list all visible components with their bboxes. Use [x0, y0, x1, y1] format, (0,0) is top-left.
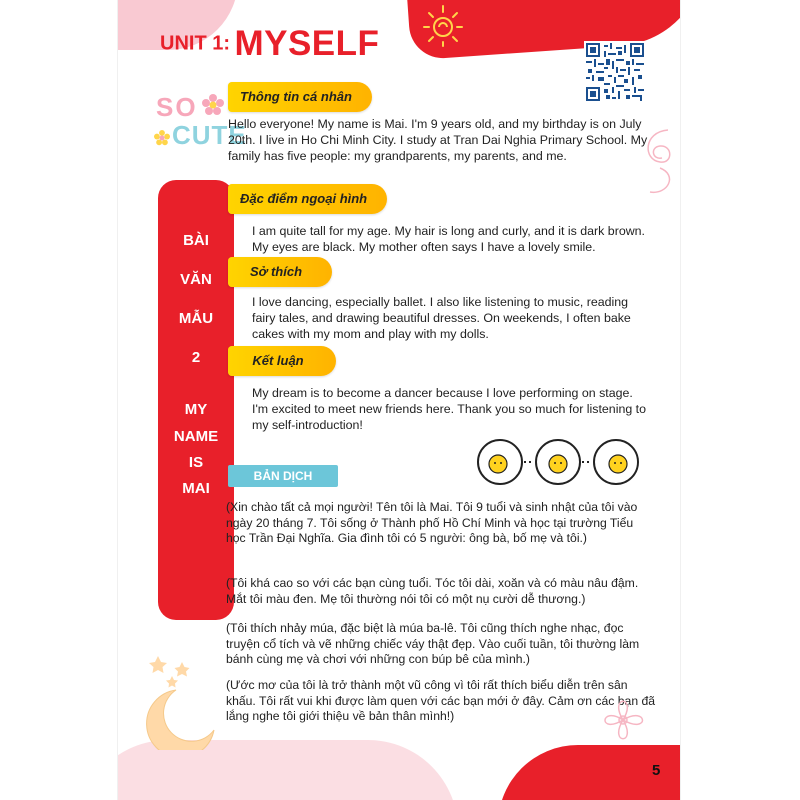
side-word: MY — [184, 401, 208, 418]
so-cute-decoration — [154, 88, 247, 160]
section-body-conclusion: My dream is to become a dancer because I love performing on stage. I'm excited to meet new friends here. Thank you so much for listening to my self-introduction! — [252, 386, 647, 432]
unit-title — [160, 24, 379, 64]
section-heading-conclusion: Kết luận — [228, 346, 336, 376]
translation-paragraph: (Tôi thích nhảy múa, đặc biệt là múa ba-lê. Tôi cũng thích nghe nhạc, đọc truyện cổ tích và vẽ những chiếc váy thật đẹp. Vào cuối tuần, tôi thường làm bánh cùng mẹ và chơi với những con búp bê của mình.) — [226, 621, 640, 666]
so-text: SO — [156, 92, 198, 122]
star-icon — [166, 676, 178, 688]
flower-icon — [588, 690, 658, 750]
side-word: MAI — [182, 480, 210, 497]
star-icon — [175, 662, 190, 677]
section-body-personal-info: Hello everyone! My name is Mai. I'm 9 years old, and my birthday is on July 20th. I live in Ho Chi Minh City. I study at Tran Dai Nghia Primary School. My family has five people: my grandparents, my parents, and me. — [228, 117, 648, 163]
side-word: IS — [188, 454, 204, 471]
sample-essay-side-panel — [158, 180, 234, 620]
side-word: BÀI — [183, 232, 209, 249]
section-heading-hobbies: Sở thích — [228, 257, 332, 287]
section-body-appearance: I am quite tall for my age. My hair is long and curly, and it is dark brown. My eyes are black. My mother often says I have a lovely smile. — [252, 224, 645, 254]
cute-text: CUTE — [172, 120, 247, 150]
translation-paragraph: (Ước mơ của tôi là trở thành một vũ công vì tôi rất thích biểu diễn trên sân khấu. Tôi rất vui khi được làm quen với các bạn mới ở đây. Cảm ơn các bạn đã lắng nghe tôi giới thiệu về bản thân mình!) — [226, 678, 656, 723]
side-word: 2 — [191, 349, 201, 366]
sun-icon — [420, 2, 466, 48]
flower-icon — [154, 130, 170, 146]
flower-icon — [202, 94, 224, 116]
textbook-page — [118, 0, 680, 800]
moon-icon — [136, 650, 228, 750]
section-heading-personal-info: Thông tin cá nhân — [228, 82, 372, 112]
unit-name: MYSELF — [234, 24, 380, 63]
side-word: MẪU — [178, 310, 214, 327]
page-number: 5 — [652, 762, 661, 779]
translation-paragraph: (Tôi khá cao so với các bạn cùng tuổi. Tóc tôi dài, xoăn và có màu nâu đậm. Mắt tôi màu đen. Mẹ tôi thường nói tôi có một nụ cười dễ thương.) — [226, 576, 639, 606]
section-body-hobbies: I love dancing, especially ballet. I also like listening to music, reading fairy tales, and drawing beautiful dresses. On weekends, I often bake cakes with my mom and play with my dolls. — [252, 295, 631, 341]
translation-label: BẢN DỊCH — [228, 465, 338, 487]
star-icon — [149, 656, 167, 673]
translation-paragraph: (Xin chào tất cả mọi người! Tên tôi là Mai. Tôi 9 tuổi và sinh nhật của tôi vào ngày 20 tháng 7. Tôi sống ở Thành phố Hồ Chí Minh và học tại trường Tiểu học Trần Đại Nghĩa. Gia đình tôi có 5 người: ông bà, bố mẹ và tôi.) — [226, 500, 638, 545]
egg-icon — [472, 436, 644, 488]
section-heading-appearance: Đặc điểm ngoại hình — [228, 184, 387, 214]
side-word: NAME — [173, 428, 219, 445]
qr-code-icon[interactable] — [584, 41, 646, 103]
unit-label: UNIT 1: — [160, 32, 230, 55]
side-word: VĂN — [180, 271, 212, 288]
